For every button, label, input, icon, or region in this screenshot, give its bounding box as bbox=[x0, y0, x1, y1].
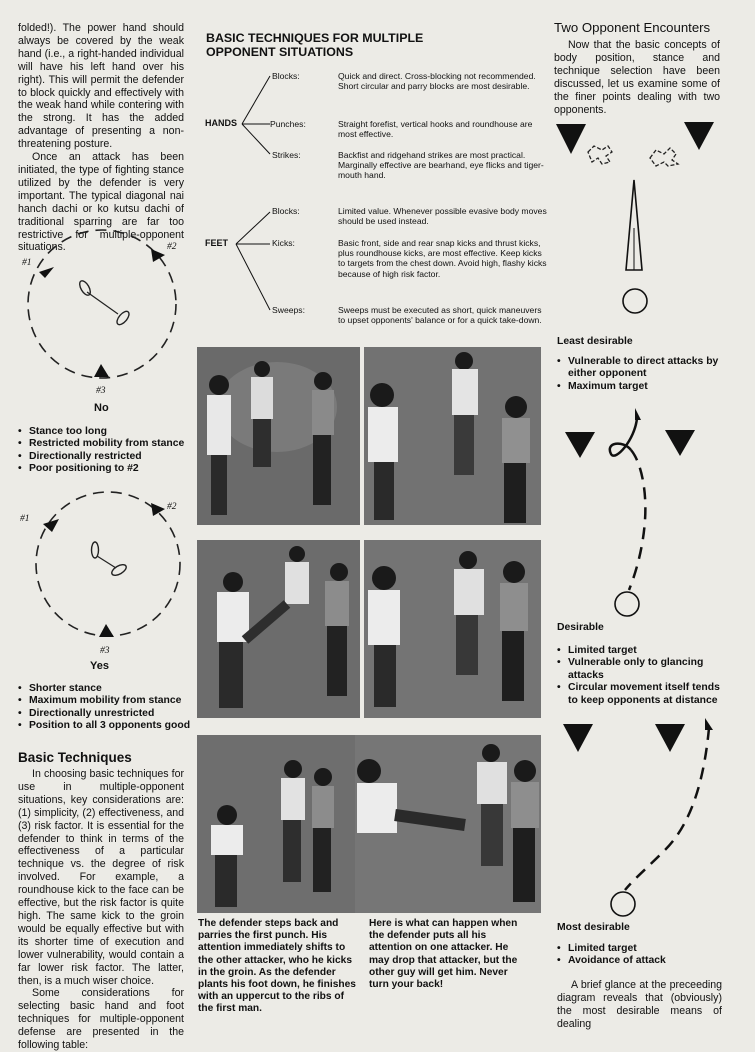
hands-punches-desc: Straight forefist, vertical hooks and roundhouse are most effective. bbox=[338, 119, 533, 140]
opponent-label-1: #1 bbox=[22, 258, 32, 268]
opponent-label-3: #3 bbox=[96, 386, 106, 396]
opponent-label-1: #1 bbox=[20, 514, 30, 524]
basic-paragraph: In choosing basic techniques for use in multiple-opponent situations, key considerations are: (1) simplicity, (2) effectiveness, and (3) risk factor. It is essential for the defender to think in terms of the effectiveness of a particular technique vs. the degree of risk involved. For example, a roundhouse kick to the face can be effective, but the risk factor is quite high. The same kick to the groin would be equally effective but with its shorter time of execution and lower vulnerability, would contain a far lower risk factor. The latter, then, is a much wiser choice. bbox=[18, 768, 184, 987]
list-item: • Vulnerable to direct attacks by either opponent bbox=[557, 356, 727, 381]
most-desirable-title: Most desirable bbox=[557, 922, 630, 933]
list-item: • Shorter stance bbox=[18, 683, 193, 695]
two-opponent-diagram-most bbox=[555, 710, 735, 920]
desirable-bullet-list bbox=[557, 645, 727, 707]
desirable-title: Desirable bbox=[557, 622, 604, 633]
closing-paragraph: A brief glance at the preceeding diagram reveals that (obviously) the most desirable means of dealing bbox=[557, 979, 722, 1030]
right-column-intro bbox=[554, 20, 720, 116]
table-heading-line-1: BASIC TECHNIQUES FOR MULTIPLE bbox=[206, 31, 424, 45]
opponent-label-3: #3 bbox=[100, 646, 110, 656]
basic-paragraph-2: Some considerations for selecting basic hand and foot techniques for multiple-opponent defense are presented in the following table: bbox=[18, 987, 184, 1052]
most-bullet-list bbox=[557, 943, 727, 968]
least-desirable-title: Least desirable bbox=[557, 336, 633, 347]
photo-4 bbox=[364, 540, 541, 718]
photo-2 bbox=[364, 347, 541, 525]
list-item: • Directionally unrestricted bbox=[18, 708, 193, 720]
list-item: • Maximum mobility from stance bbox=[18, 695, 193, 707]
feet-blocks-desc: Limited value. Whenever possible evasive body moves should be used instead. bbox=[338, 206, 547, 227]
section-heading: Basic Techniques bbox=[18, 750, 132, 765]
list-item: • Avoidance of attack bbox=[557, 955, 727, 967]
list-item: • Directionally restricted bbox=[18, 451, 193, 463]
photo-5 bbox=[197, 735, 360, 913]
feet-sweeps-desc: Sweeps must be executed as short, quick maneuvers to upset opponents' balance or for a quick take-down. bbox=[338, 305, 542, 326]
list-item: • Maximum target bbox=[557, 381, 727, 393]
hands-punches-label: Punches: bbox=[270, 119, 306, 129]
right-heading: Two Opponent Encounters bbox=[554, 20, 711, 35]
two-opponent-diagram-desirable bbox=[555, 400, 735, 620]
photo-caption-left: The defender steps back and parries the first punch. His attention immediately shifts to the other attacker, who he kicks in the groin. As the defender plants his foot down, he finishes with an uppercut to the ribs of the first man. bbox=[198, 918, 356, 1015]
hands-blocks-desc: Quick and direct. Cross-blocking not recommended. Short circular and parry blocks are most desirable. bbox=[338, 71, 536, 92]
hands-group-label: HANDS bbox=[205, 118, 238, 128]
feet-kicks-desc: Basic front, side and rear snap kicks and thrust kicks, plus roundhouse kicks, are most effective. Keep kicks to targets from the chest down. Avoid high, flashy kicks because of high risk factor. bbox=[338, 238, 547, 279]
list-item: • Poor positioning to #2 bbox=[18, 463, 193, 475]
opponent-label-2: #2 bbox=[167, 502, 177, 512]
basic-techniques-section bbox=[18, 750, 184, 1052]
feet-blocks-label: Blocks: bbox=[272, 206, 300, 216]
photo-3 bbox=[197, 540, 360, 718]
two-opponent-diagram-least bbox=[550, 118, 730, 318]
table-heading bbox=[206, 31, 536, 59]
intro-paragraph: folded!). The power hand should always be covered by the weak hand (i.e., a right-handed individual will have his left hand over his right). This will permit the defender to block quickly and effectively with the weak hand while contering with the strong. It has the added advantage of presenting a non-threatening posture. bbox=[18, 22, 184, 151]
least-bullet-list bbox=[557, 356, 727, 393]
no-bullet-list bbox=[18, 426, 193, 476]
table-heading-line-2: OPPONENT SITUATIONS bbox=[206, 45, 354, 59]
photo-caption-right: Here is what can happen when the defender puts all his attention on one attacker. He may drop that attacker, but the other guy will get him. Never turn your back! bbox=[369, 918, 518, 991]
stance-diagram-yes bbox=[10, 486, 195, 676]
list-item: • Limited target bbox=[557, 645, 727, 657]
list-item: • Restricted mobility from stance bbox=[18, 438, 193, 450]
feet-sweeps-label: Sweeps: bbox=[272, 305, 305, 315]
hands-strikes-label: Strikes: bbox=[272, 150, 301, 160]
stance-paragraph: Once an attack has been initiated, the type of fighting stance utilized by the defender is very important. The typical diagonal nai hanch dachi or ko kutsu dachi of traditional sparring are far too restrictive for multiple-opponent situations. bbox=[18, 151, 184, 254]
list-item: • Stance too long bbox=[18, 426, 193, 438]
photo-1 bbox=[197, 347, 360, 525]
verdict-yes: Yes bbox=[90, 660, 109, 672]
verdict-no: No bbox=[94, 402, 109, 414]
photo-6 bbox=[355, 735, 541, 913]
list-item: • Vulnerable only to glancing attacks bbox=[557, 657, 727, 682]
yes-bullet-list bbox=[18, 683, 193, 733]
feet-kicks-label: Kicks: bbox=[272, 238, 295, 248]
hands-blocks-label: Blocks: bbox=[272, 71, 300, 81]
feet-group-label: FEET bbox=[205, 238, 229, 248]
list-item: • Circular movement itself tends to keep opponents at distance bbox=[557, 682, 727, 707]
left-column bbox=[18, 22, 184, 254]
list-item: • Position to all 3 opponents good bbox=[18, 720, 193, 732]
opponent-label-2: #2 bbox=[167, 242, 177, 252]
hands-strikes-desc: Backfist and ridgehand strikes are most practical. Marginally effective are bearhand, eye flicks and tiger-mouth hand. bbox=[338, 150, 544, 181]
list-item: • Limited target bbox=[557, 943, 727, 955]
techniques-table bbox=[200, 66, 550, 346]
right-intro-paragraph: Now that the basic concepts of body position, stance and technique selection have been discussed, let us examine some of the finer points dealing with two opponents. bbox=[554, 39, 720, 116]
stance-diagram-no bbox=[10, 226, 195, 416]
